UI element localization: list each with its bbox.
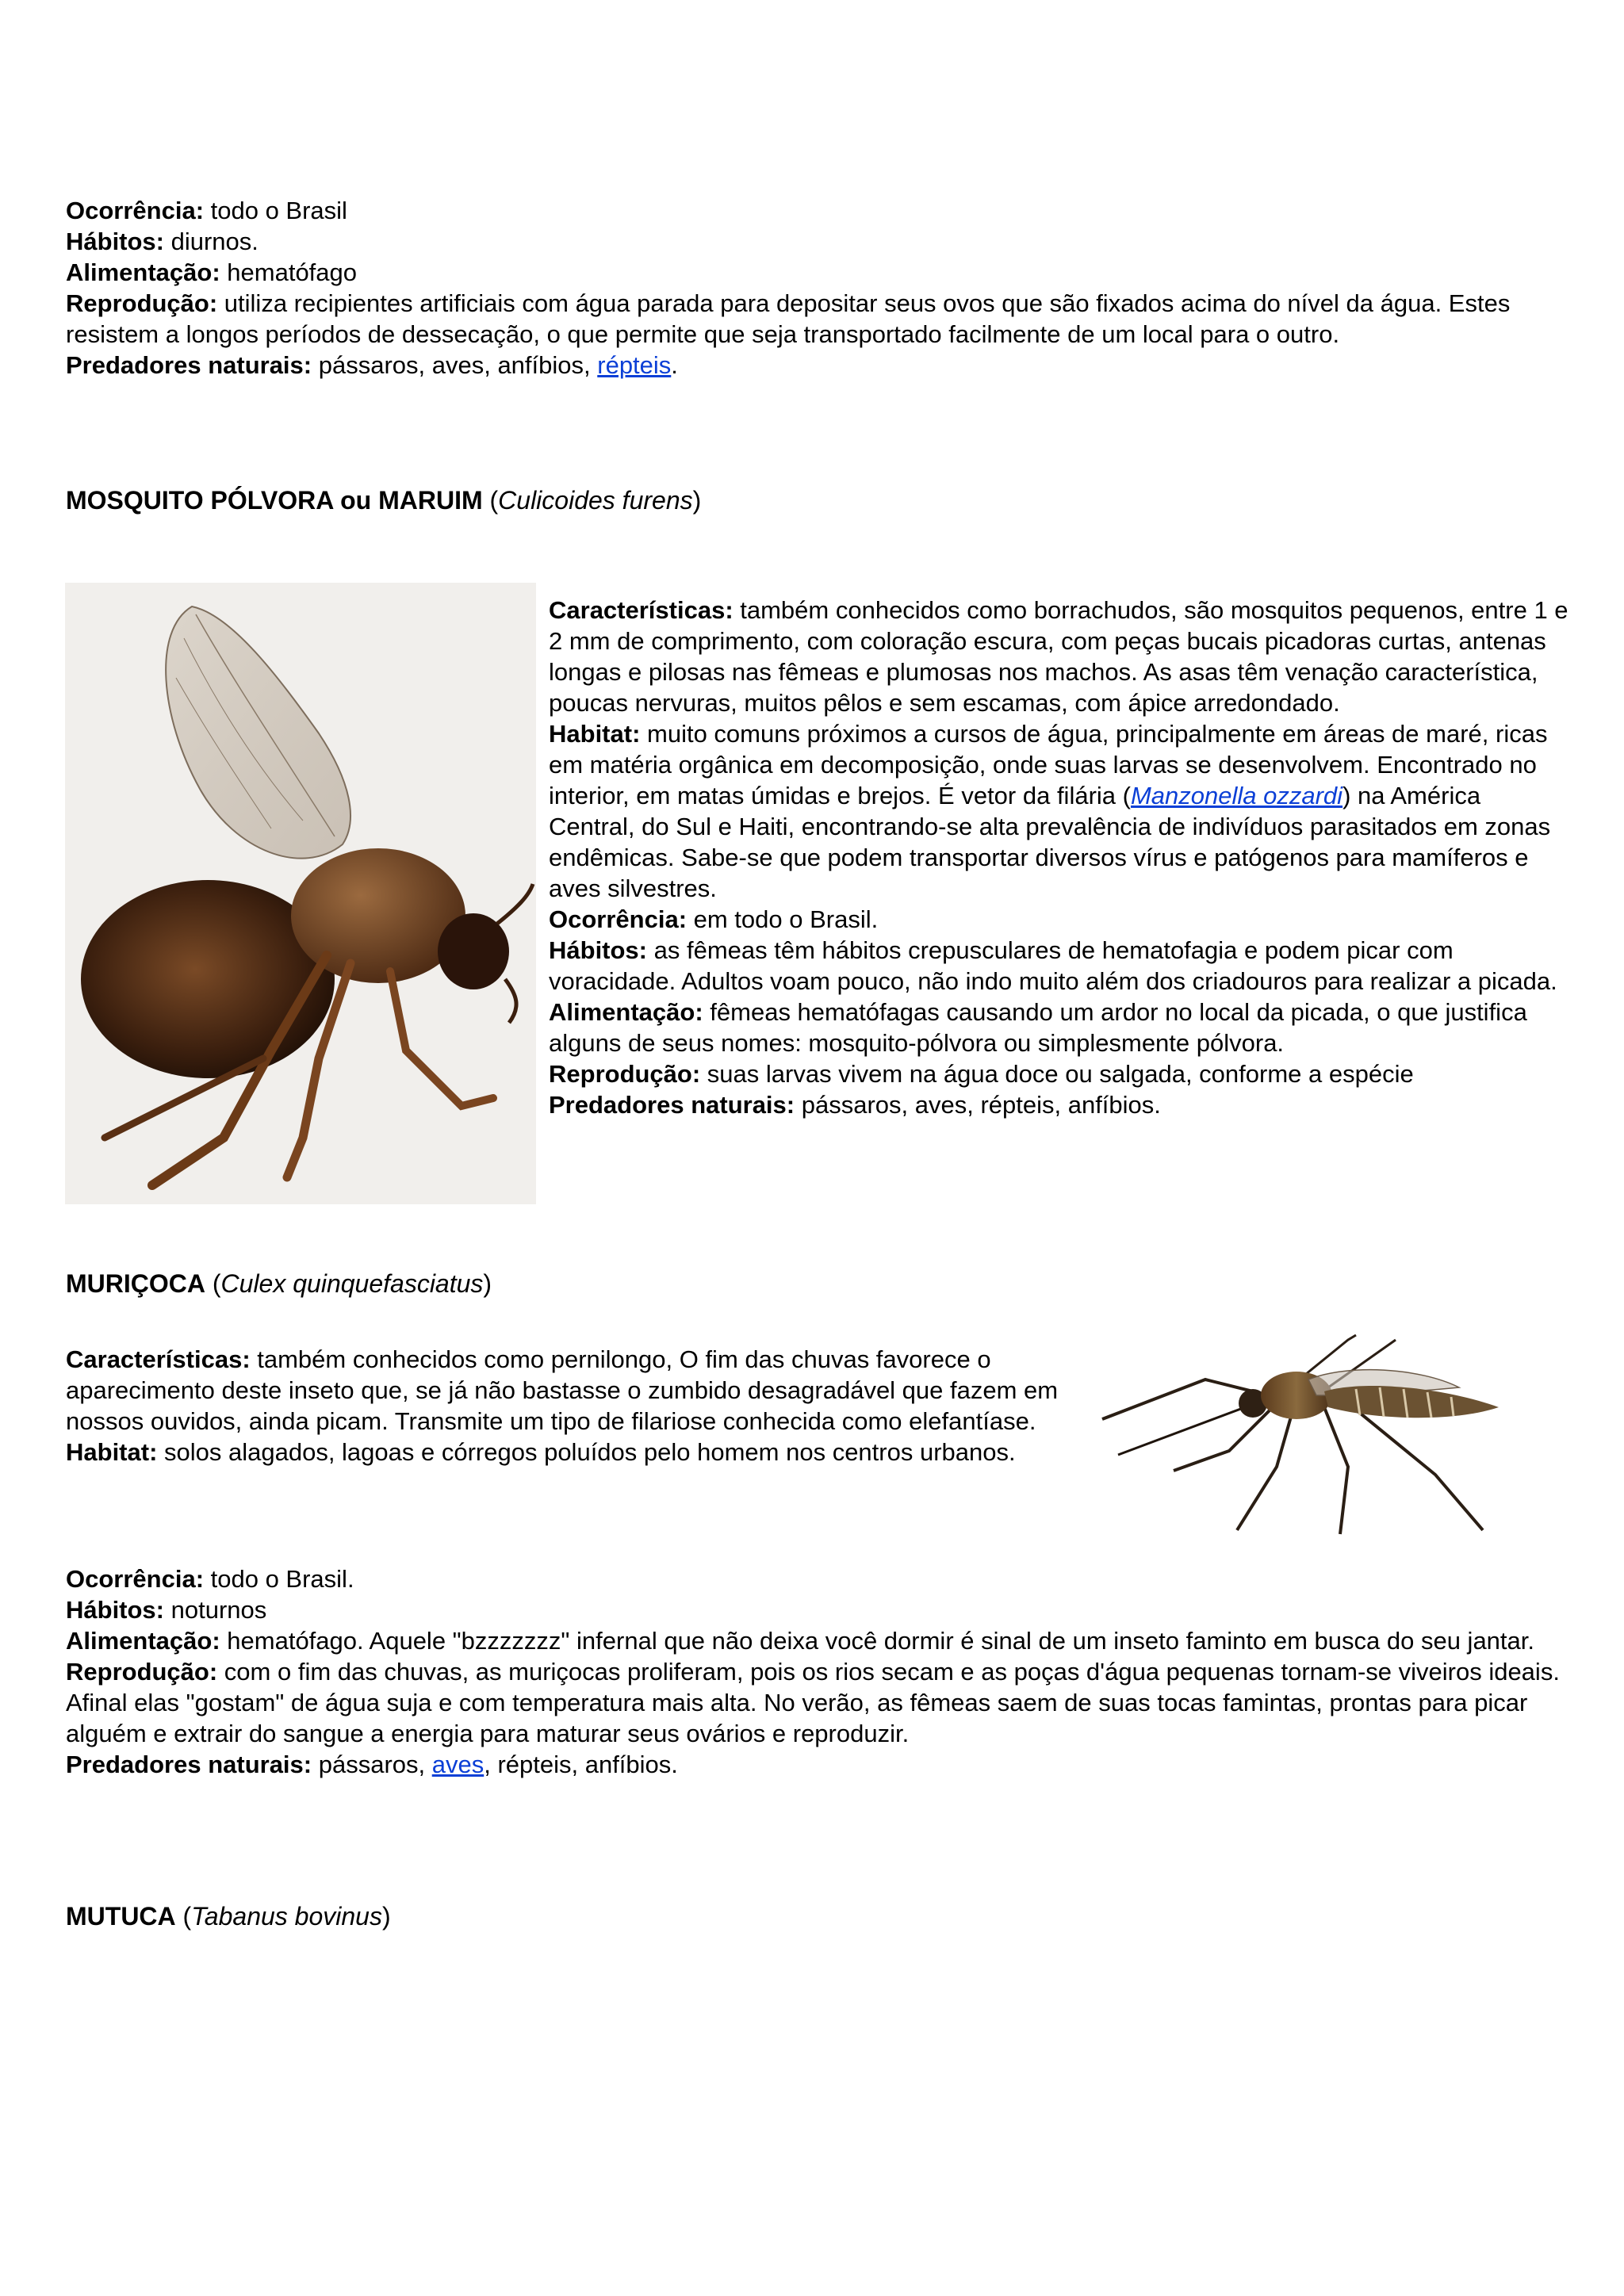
muricoca-reproducao: Reprodução: com o fim das chuvas, as muriçocas proliferam, pois os rios secam e as poças d'água pequenas tornam-se viveiros ideais. Afinal elas "gostam" de água suja e com temperatura mais alta. No verão, as fêmeas saem de suas tocas famintas, prontas para picar alguém e extrair do sangue a energia para maturar seus ovários e reproduzir. — [66, 1658, 1560, 1747]
polvora-caracteristicas: Características: também conhecidos como borrachudos, são mosquitos pequenos, entre 1 e 2 mm de comprimento, com coloração escura, com peças bucais picadoras curtas, antenas longas e pilosas nas fêmeas e plumosas nos machos. As asas têm venação característica, poucas nervuras, muitos pêlos e sem escamas, com ápice arredondado. — [549, 596, 1568, 717]
aedes-info-block — [66, 195, 1572, 381]
muricoca-description-top — [66, 1344, 1081, 1468]
polvora-reproducao: Reprodução: suas larvas vivem na água doce ou salgada, conforme a espécie — [549, 1060, 1414, 1088]
repteis-link[interactable]: répteis — [597, 351, 672, 379]
culex-photo — [1086, 1332, 1562, 1542]
polvora-habitos: Hábitos: as fêmeas têm hábitos crepusculares de hematofagia e podem picar com voracidade. Adultos voam pouco, não indo muito além dos criadouros para realizar a picada. — [549, 936, 1557, 995]
muricoca-predadores: Predadores naturais: pássaros, aves, répteis, anfíbios. — [66, 1751, 678, 1778]
aedes-ocorrencia: Ocorrência: todo o Brasil — [66, 197, 347, 224]
aedes-alimentacao: Alimentação: hematófago — [66, 258, 358, 286]
aedes-predadores: Predadores naturais: pássaros, aves, anfíbios, répteis. — [66, 351, 678, 379]
polvora-habitat: Habitat: muito comuns próximos a cursos de água, principalmente em áreas de maré, ricas em matéria orgânica em decomposição, onde suas larvas se desenvolvem. Encontrado no interior, em matas úmidas e brejos. É vetor da filária (Manzonella ozzardi) na América Central, do Sul e Haiti, encontrando-se alta prevalência de indivíduos parasitados em zonas endêmicas. Sabe-se que podem transportar diversos vírus e patógenos para mamíferos e aves silvestres. — [549, 720, 1551, 902]
aedes-habitos: Hábitos: diurnos. — [66, 228, 259, 255]
polvora-description — [549, 595, 1572, 1120]
polvora-predadores: Predadores naturais: pássaros, aves, répteis, anfíbios. — [549, 1091, 1161, 1119]
aves-link[interactable]: aves — [431, 1751, 485, 1778]
muricoca-alimentacao: Alimentação: hematófago. Aquele "bzzzzzzz" infernal que não deixa você dormir é sinal de um inseto faminto em busca do seu jantar. — [66, 1627, 1535, 1655]
polvora-alimentacao: Alimentação: fêmeas hematófagas causando um ardor no local da picada, o que justifica alguns de seus nomes: mosquito-pólvora ou simplesmente pólvora. — [549, 998, 1527, 1057]
polvora-ocorrencia: Ocorrência: em todo o Brasil. — [549, 905, 879, 933]
muricoca-description-bottom — [66, 1563, 1572, 1780]
muricoca-habitos: Hábitos: noturnos — [66, 1596, 267, 1624]
section-heading-polvora: MOSQUITO PÓLVORA ou MARUIM (Culicoides furens) — [66, 486, 702, 515]
section-heading-muricoca: MURIÇOCA (Culex quinquefasciatus) — [66, 1269, 492, 1298]
culicoides-photo — [65, 583, 536, 1204]
muricoca-ocorrencia: Ocorrência: todo o Brasil. — [66, 1565, 354, 1593]
muricoca-caracteristicas: Características: também conhecidos como pernilongo, O fim das chuvas favorece o aparecimento deste inseto que, se já não bastasse o zumbido desagradável que fazem em nossos ouvidos, ainda picam. Transmite um tipo de filariose conhecida como elefantíase. — [66, 1345, 1059, 1435]
muricoca-habitat: Habitat: solos alagados, lagoas e córregos poluídos pelo homem nos centros urbanos. — [66, 1438, 1016, 1466]
aedes-reproducao: Reprodução: utiliza recipientes artificiais com água parada para depositar seus ovos que são fixados acima do nível da água. Estes resistem a longos períodos de dessecação, o que permite que seja transportado facilmente de um local para o outro. — [66, 289, 1511, 348]
section-heading-mutuca: MUTUCA (Tabanus bovinus) — [66, 1902, 391, 1931]
manzonella-link[interactable]: Manzonella ozzardi — [1130, 782, 1343, 809]
